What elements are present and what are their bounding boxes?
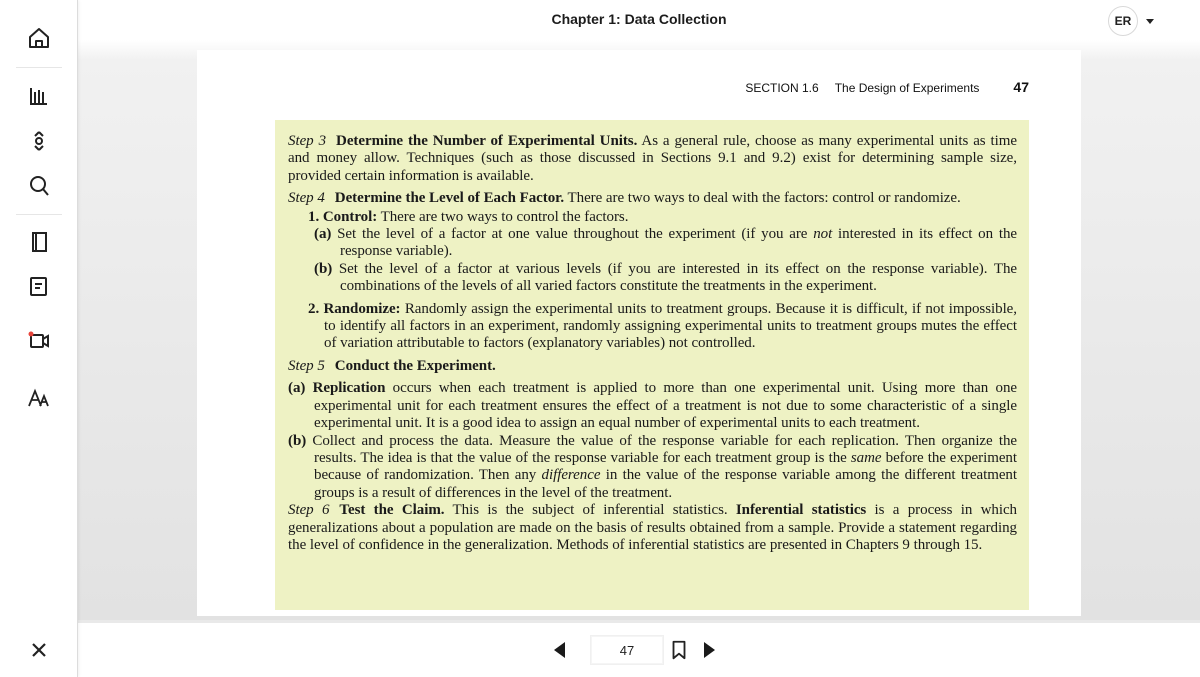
item-number: 1. [308, 208, 320, 225]
step-3 [288, 133, 1017, 185]
step-5-a [288, 380, 1017, 432]
key-term: Inferential statistics [735, 502, 867, 519]
randomize-item [298, 301, 1017, 353]
step-label: Step 3 [288, 133, 327, 149]
step-heading: Conduct the Experiment. [334, 357, 496, 374]
audio-icon[interactable] [19, 121, 59, 161]
bottom-bar [78, 623, 1200, 677]
page-number-input[interactable]: 47 [590, 635, 664, 665]
step-5-b [288, 433, 1017, 503]
control-a [288, 226, 1017, 261]
step-heading: Determine the Level of Each Factor. [334, 190, 565, 207]
step-text: This is the subject of inferential statistics. [444, 502, 736, 519]
page-navigation [554, 633, 774, 667]
item-number: 2. [308, 300, 320, 317]
step-text: There are two ways to deal with the factors: control or randomize. [564, 190, 961, 207]
running-head [197, 79, 1029, 95]
step-label: Step 5 [288, 357, 325, 374]
steps-box [275, 120, 1029, 610]
item-heading: Control: [322, 208, 378, 225]
emphasis: not [813, 226, 833, 243]
subitem-label: (a) [288, 380, 306, 397]
avatar: ER [1108, 6, 1138, 36]
item-text: Randomly assign the experimental units to treatment groups. Because it is difficult, if not impossible, to identify all factors in an experiment, randomly assigning experimental units to treatment groups mutes the effect of variation attributable to factors (explanatory variables) not controlled. [324, 300, 1017, 352]
emphasis: same [850, 449, 882, 466]
close-icon[interactable] [19, 630, 59, 670]
subitem-heading: Replication [312, 380, 386, 397]
video-icon[interactable] [19, 320, 59, 360]
notes-icon[interactable] [19, 267, 59, 307]
step-heading: Determine the Number of Experimental Units. [336, 133, 638, 149]
subitem-label: (a) [314, 226, 332, 243]
step-label: Step 4 [288, 190, 325, 207]
step-heading: Test the Claim. [339, 502, 445, 519]
subitem-label: (b) [288, 432, 307, 449]
top-bar [78, 0, 1200, 40]
text-size-icon[interactable] [19, 378, 59, 418]
bookmark-icon[interactable] [668, 639, 690, 661]
emphasis: difference [541, 467, 601, 484]
sidebar [0, 0, 78, 677]
user-menu[interactable] [1108, 6, 1164, 36]
home-icon[interactable] [19, 18, 59, 58]
page-number: 47 [1013, 79, 1029, 95]
step-5 [288, 358, 1017, 375]
step-4 [288, 190, 1017, 207]
section-title: The Design of Experiments [834, 81, 980, 95]
subitem-text: Set the level of a factor at various levels (if you are interested in its effect on the response variable). The combinations of the levels of all varied factors constitute the treatments in the experiment. [338, 260, 1017, 295]
chapter-title: Chapter 1: Data Collection [551, 11, 727, 27]
subitem-text: before the experiment because of randomization. Then any [314, 449, 1017, 484]
step-text: is a process in which generalizations about a population are made on the basis of results obtained from a sample. Provide a statement regarding the level of confidence in the generalization. Methods of inferential statistics are presented in Chapters 9 through 15. [288, 502, 1018, 553]
step-6 [288, 502, 1017, 554]
subitem-text: Set the level of a factor at one value throughout the experiment (if you are [337, 226, 814, 243]
subitem-text: interested in its effect on the response variable). [340, 226, 1018, 260]
chevron-down-icon [1146, 19, 1154, 24]
control-b [288, 261, 1017, 296]
notebook-icon[interactable] [19, 222, 59, 262]
step-label: Step 6 [288, 502, 330, 519]
next-page-icon[interactable] [704, 642, 715, 658]
subitem-label: (b) [314, 260, 333, 277]
section-number: SECTION 1.6 [745, 81, 819, 95]
subitem-text: in the value of the response variable among the different treatment groups is a result of differences in the level of the treatment. [314, 467, 1018, 501]
table-of-contents-icon[interactable] [19, 75, 59, 115]
subitem-text: occurs when each treatment is applied to more than one experimental unit. Using more than one experimental unit for each treatment ensures the effect of a treatment is not due to some characteristic of a single experimental unit. It is a good idea to assign an equal number of experimental units to each treatment. [314, 380, 1018, 432]
control-item [298, 209, 1017, 226]
search-icon[interactable] [19, 166, 59, 206]
book-page [197, 50, 1081, 616]
step-text: As a general rule, choose as many experimental units as time and money allow. Techniques (such as those discussed in Sections 9.1 and 9.2) exist for determining sample size, provided certain information is available. [288, 133, 1017, 184]
subitem-text: Collect and process the data. Measure the value of the response variable for each replication. Then organize the results. The idea is that the value of the response variable for each treatment group is the [312, 432, 1018, 466]
item-text: There are two ways to control the factors. [377, 208, 629, 225]
item-heading: Randomize: [323, 300, 401, 317]
previous-page-icon[interactable] [554, 642, 565, 658]
